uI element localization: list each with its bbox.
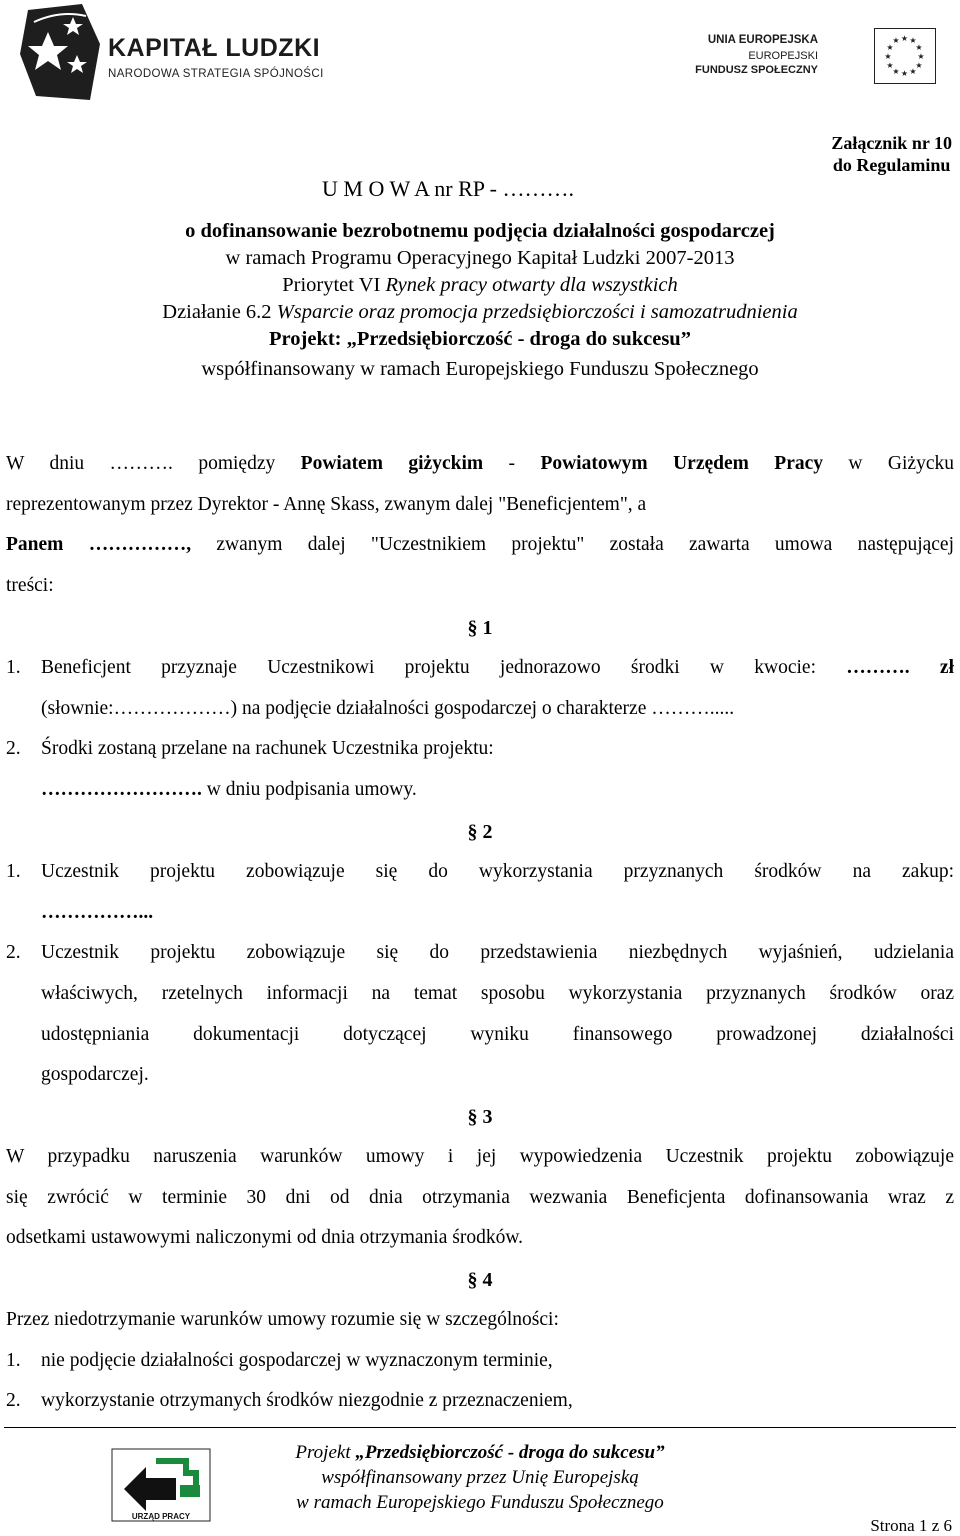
section-3-body: [6, 1137, 954, 1259]
intro-paragraph: [6, 444, 954, 607]
footer-divider: [4, 1427, 956, 1428]
eu-logo: [695, 28, 940, 88]
list-item: [6, 852, 954, 933]
svg-text:★: ★: [915, 43, 923, 52]
annex-line-1: Załącznik nr 10: [831, 133, 952, 153]
measure-label: Działanie 6.2: [162, 301, 277, 323]
text: w Giżycku: [823, 453, 954, 474]
footer-line-3: w ramach Europejskiego Funduszu Społecznego: [296, 1492, 664, 1513]
item-number: 1.: [6, 1349, 21, 1371]
svg-text:★: ★: [886, 43, 894, 52]
footer-project-info: [250, 1440, 710, 1515]
footer-line-2: współfinansowany przez Unię Europejską: [321, 1467, 639, 1488]
s3-line-1: W przypadku naruszenia warunków umowy i jej wypowiedzenia Uczestnik projektu zobowiązuje: [6, 1146, 954, 1167]
s3-line-2: się zwrócić w terminie 30 dni od dnia otrzymania wezwania Beneficjenta dofinansowania wraz z: [6, 1186, 954, 1208]
account-field: …………………….: [41, 779, 202, 801]
list-item: [6, 1381, 954, 1422]
svg-text:★: ★: [917, 52, 925, 61]
s2-item2-line-3: udostępniania dokumentacji dotyczącej wyniku finansowego prowadzonej działalności: [41, 1023, 954, 1045]
title-line-5: [0, 326, 960, 353]
item-number: 2.: [6, 738, 21, 760]
intro-line-2: reprezentowanym przez Dyrektor - Annę Skass, zwanym dalej "Beneficjentem", a: [6, 493, 647, 515]
list-item: [6, 933, 954, 1096]
section-4-title: § 4: [467, 1269, 493, 1291]
svg-text:★: ★: [909, 36, 917, 45]
s1-item2-line-1: Środki zostaną przelane na rachunek Uczestnika projektu:: [41, 738, 494, 760]
section-2-title: § 2: [467, 821, 493, 843]
footer-line-1: [250, 1440, 710, 1465]
text: Beneficjent przyznaje Uczestnikowi projektu jednorazowo środki w kwocie:: [41, 657, 847, 678]
item-number: 1.: [6, 657, 21, 678]
project-name: „Przedsiębiorczość - droga do sukcesu”: [355, 1442, 665, 1463]
item-number: 2.: [6, 942, 21, 964]
section-2-body: [6, 852, 954, 1096]
title-line-3: [0, 272, 960, 299]
eu-line-2: EUROPEJSKI: [748, 50, 818, 62]
project-name: „Przedsiębiorczość - droga do sukcesu”: [346, 328, 691, 350]
svg-text:★: ★: [909, 67, 917, 76]
s1-item1-line-2: (słownie:………………) na podjęcie działalności gospodarczej o charakterze ……….....: [41, 697, 735, 719]
eu-line-3: FUNDUSZ SPOŁECZNY: [695, 64, 818, 76]
kapital-ludzki-emblem-icon: [20, 4, 104, 102]
intro-line-1: [6, 444, 954, 485]
urzad-pracy-logo: [106, 1445, 216, 1525]
list-item: [6, 648, 954, 729]
annex-line-2: do Regulaminu: [832, 155, 951, 175]
urzad-pracy-logo-text: URZĄD PRACY: [131, 1512, 191, 1521]
s4-item-1: nie podjęcie działalności gospodarczej w wyznaczonym terminie,: [41, 1349, 553, 1371]
eu-line-1: UNIA EUROPEJSKA: [707, 34, 818, 46]
s4-line-1: Przez niedotrzymanie warunków umowy rozumie się w szczególności:: [6, 1309, 559, 1330]
annex-label: [831, 132, 952, 176]
list-item: [6, 729, 954, 810]
measure-name: Wsparcie oraz promocja przedsiębiorczości i samozatrudnienia: [276, 301, 798, 323]
text: zwanym dalej "Uczestnikiem projektu" została zawarta umowa następującej: [191, 534, 954, 556]
section-1-title: § 1: [467, 617, 493, 639]
party-office: Powiatowym Urzędem Pracy: [540, 453, 824, 474]
section-3-title: § 3: [467, 1106, 493, 1128]
s2-item1-line-2: ……………...: [41, 901, 154, 923]
intro-line-4: treści:: [6, 575, 54, 597]
kapital-ludzki-subtitle: NARODOWA STRATEGIA SPÓJNOŚCI: [108, 68, 324, 80]
priority-label: Priorytet VI: [282, 274, 386, 296]
text: -: [483, 453, 541, 474]
s1-item1-line-1: [41, 648, 954, 689]
section-4-body: [6, 1300, 954, 1422]
item-number: 1.: [6, 861, 21, 882]
s2-item2-line-1: Uczestnik projektu zobowiązuje się do przedstawienia niezbędnych wyjaśnień, udzielania: [41, 942, 954, 964]
section-1-body: [6, 648, 954, 811]
item-number: 2.: [6, 1390, 21, 1412]
party-name: Powiatem giżyckim: [300, 453, 484, 474]
svg-text:★: ★: [915, 61, 923, 70]
project-label: Projekt:: [269, 328, 347, 350]
svg-text:★: ★: [892, 36, 900, 45]
urzad-pracy-emblem-icon: [106, 1445, 216, 1525]
title-line-6: współfinansowany w ramach Europejskiego Funduszu Społecznego: [201, 358, 759, 380]
priority-name: Rynek pracy otwarty dla wszystkich: [385, 274, 678, 296]
svg-text:★: ★: [900, 34, 909, 43]
eu-flag-icon: [874, 28, 936, 84]
amount-field: ………. zł: [846, 657, 954, 678]
s1-item2-line-2: [41, 770, 954, 811]
svg-text:★: ★: [886, 61, 894, 70]
s2-item1-line-1: Uczestnik projektu zobowiązuje się do wykorzystania przyznanych środków na zakup:: [41, 861, 954, 882]
svg-text:★: ★: [884, 52, 892, 61]
s2-item2-line-2: właściwych, rzetelnych informacji na temat sposobu wykorzystania przyznanych środków oraz: [41, 983, 954, 1005]
list-item: [6, 1341, 954, 1382]
text: W dniu ………. pomiędzy: [6, 453, 301, 474]
svg-text:★: ★: [892, 67, 900, 76]
contract-title: U M O W A nr RP - ……….: [322, 176, 575, 201]
title-line-1: o dofinansowanie bezrobotnemu podjęcia działalności gospodarczej: [185, 220, 775, 242]
page-number: Strona 1 z 6: [870, 1516, 952, 1535]
title-line-4: [0, 299, 960, 326]
kapital-ludzki-title: KAPITAŁ LUDZKI: [108, 34, 321, 62]
title-line-2: w ramach Programu Operacyjnego Kapitał Ludzki 2007-2013: [225, 247, 735, 269]
intro-line-3: [6, 525, 954, 566]
text: w dniu podpisania umowy.: [201, 779, 417, 801]
svg-text:★: ★: [900, 69, 909, 78]
participant-name: Panem ……………,: [6, 534, 192, 556]
kapital-ludzki-logo: [20, 4, 340, 104]
s3-line-3: odsetkami ustawowymi naliczonymi od dnia otrzymania środków.: [6, 1227, 524, 1249]
s2-item2-line-4: gospodarczej.: [41, 1064, 149, 1086]
s4-item-2: wykorzystanie otrzymanych środków niezgodnie z przeznaczeniem,: [41, 1390, 573, 1412]
text: Projekt: [295, 1442, 356, 1463]
